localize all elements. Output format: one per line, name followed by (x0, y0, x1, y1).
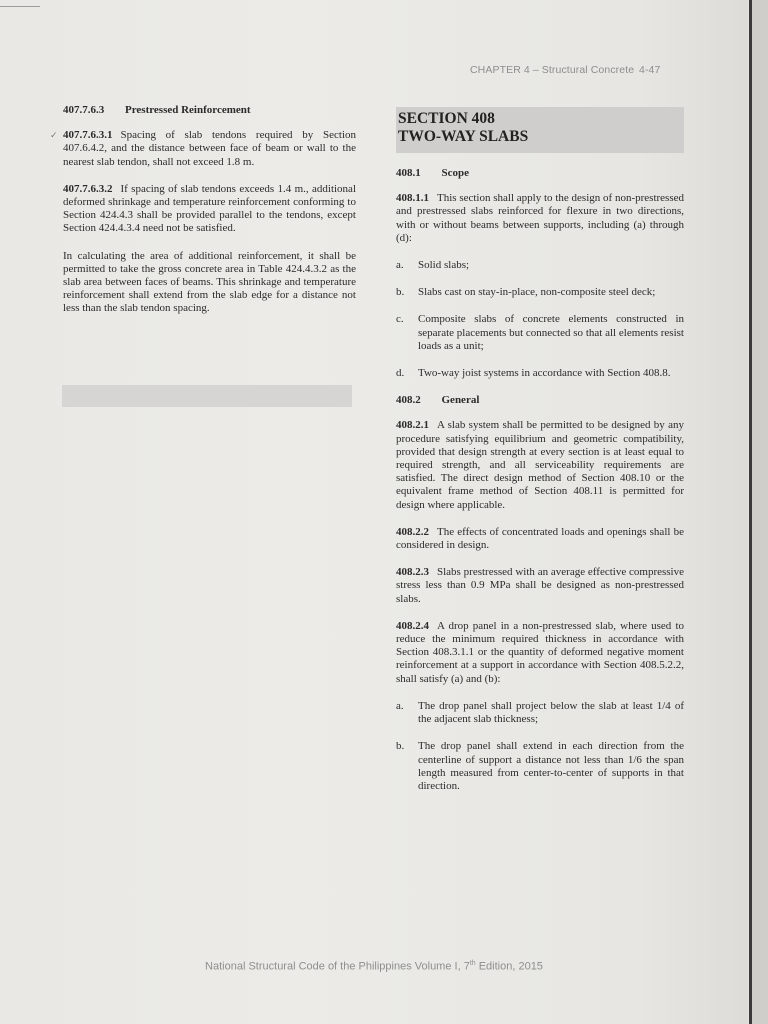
paragraph-408-1-1 (396, 192, 684, 245)
list-letter: a. (396, 259, 404, 272)
section-number: SECTION 408 (398, 110, 495, 127)
list-item (396, 700, 684, 726)
footer-text: National Structural Code of the Philippines Volume I, 7 (205, 960, 470, 973)
check-mark: ✓ (50, 130, 58, 140)
paragraph-408-2-2 (396, 526, 684, 552)
clause-number: 408.1.1 (396, 192, 429, 205)
clause-text: The effects of concentrated loads and openings shall be considered in design. (396, 525, 684, 552)
heading-number: 408.2 (396, 394, 421, 407)
section-title: TWO-WAY SLABS (398, 128, 529, 145)
scan-mark-line (0, 6, 40, 7)
clause-number: 408.2.2 (396, 525, 429, 538)
list-text: Composite slabs of concrete elements constructed in separate placements but connected so that all elements resist loads as a unit; (418, 313, 684, 352)
clause-text: Spacing of slab tendons required by Section 407.6.4.2, and the distance between face of beam or wall to the nearest slab tendon, shall not exceed 1.8 m. (63, 129, 356, 168)
heading-title: Scope (441, 167, 469, 179)
paragraph-407-7-6-3-1 (63, 129, 356, 169)
chapter-title: CHAPTER 4 – Structural Concrete (470, 64, 635, 76)
clause-text: A slab system shall be permitted to be designed by any procedure satisfying equilibrium and geometric compatibility, provided that design strength at every section is at least equal to required strength, and all serviceability requirements are satisfied. The direct design method of Section 408.10 or the equivalent frame method of Section 408.11 is permitted for design where applicable. (396, 419, 684, 511)
footer-edition: Edition, 2015 (475, 960, 543, 973)
list-item (396, 259, 684, 272)
running-header (470, 64, 670, 76)
heading-408-2 (396, 394, 684, 407)
list-text: Solid slabs; (418, 259, 470, 272)
heading-title: Prestressed Reinforcement (125, 104, 251, 116)
page-footer (0, 960, 748, 973)
clause-text: This section shall apply to the design of non-prestressed and prestressed slabs reinforced for flexure in two directions, with or without beams between supports, including (a) through (d): (396, 192, 684, 244)
list-text: Slabs cast on stay-in-place, non-composite steel deck; (418, 286, 656, 299)
list-letter: d. (396, 367, 405, 380)
list-text: The drop panel shall project below the slab at least 1/4 of the adjacent slab thickness; (418, 699, 684, 726)
clause-number: 408.2.3 (396, 566, 429, 579)
clause-number: 408.2.4 (396, 619, 429, 632)
heading-407-7-6-3 (63, 104, 356, 117)
list-text: Two-way joist systems in accordance with Section 408.8. (418, 367, 671, 380)
left-column (63, 104, 356, 330)
heading-number: 407.7.6.3 (63, 104, 105, 116)
clause-text: If spacing of slab tendons exceeds 1.4 m., additional deformed shrinkage and temperature reinforcement conforming to Section 424.4.3 shall be provided parallel to the tendons, except Section 424.4.3.4 need not be satisfied. (63, 182, 356, 235)
list-letter: b. (396, 740, 405, 753)
list-letter: c. (396, 313, 404, 326)
paragraph-additional-reinforcement (63, 250, 356, 316)
list-item (396, 740, 684, 793)
list-item (396, 286, 684, 299)
heading-title: General (441, 394, 480, 407)
paragraph-408-2-1 (396, 419, 684, 511)
list-item (396, 367, 684, 380)
page-number: 4-47 (639, 64, 661, 76)
paragraph-408-2-3 (396, 566, 684, 606)
clause-number: 408.2.1 (396, 419, 429, 432)
section-title-box (396, 107, 684, 153)
footer-superscript: th (469, 960, 476, 967)
bleed-through-band (62, 385, 352, 407)
list-letter: a. (396, 699, 404, 712)
paragraph-408-2-4 (396, 620, 684, 686)
clause-text: In calculating the area of additional reinforcement, it shall be permitted to take the gross concrete area in Table 424.4.3.2 as the slab area between faces of beams. This shrinkage and temperature reinforcement shall extend from the slab edge for a distance not less than the slab tendon spacing. (63, 249, 356, 315)
list-text: The drop panel shall extend in each direction from the centerline of support a distance not less than 1/6 the span length measured from center-to-center of supports in that direction. (418, 740, 684, 792)
right-column (396, 107, 684, 807)
list-item (396, 313, 684, 353)
page-edge-margin (752, 0, 768, 1024)
list-letter: b. (396, 286, 405, 299)
heading-number: 408.1 (396, 167, 421, 179)
clause-text: Slabs prestressed with an average effective compressive stress less than 0.9 MPa shall be designed as non-prestressed slabs. (396, 566, 684, 605)
clause-number: 407.7.6.3.2 (63, 182, 113, 195)
clause-text: A drop panel in a non-prestressed slab, where used to reduce the minimum required thickness in accordance with Section 408.3.1.1 or the quantity of deformed negative moment reinforcement at a support in accordance with Section 408.5.2.2, shall satisfy (a) and (b): (396, 619, 684, 685)
paragraph-407-7-6-3-2 (63, 183, 356, 236)
heading-408-1 (396, 167, 684, 180)
clause-number: 407.7.6.3.1 (63, 129, 113, 142)
